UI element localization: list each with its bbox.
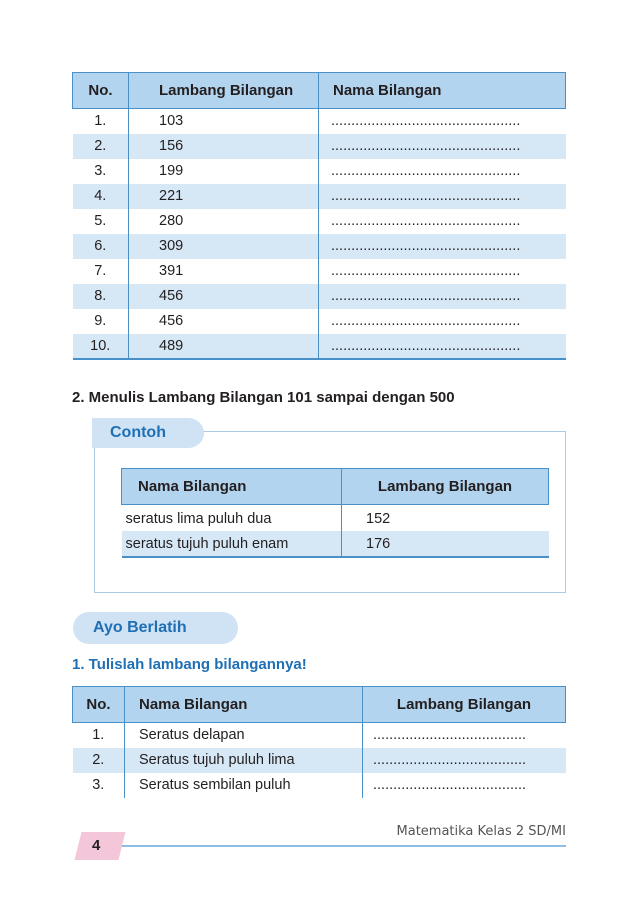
row-nama: Seratus tujuh puluh lima xyxy=(125,748,363,773)
row-no: 3. xyxy=(94,163,107,179)
row-no: 7. xyxy=(94,263,107,279)
task-title: 1. Tulislah lambang bilangannya! xyxy=(72,656,307,673)
row-no: 2. xyxy=(73,134,129,159)
header-nama: Nama Bilangan xyxy=(125,687,363,723)
row-lambang: 221 xyxy=(129,184,319,209)
row-nama-blank: ............................................... xyxy=(319,109,566,134)
row-lambang-blank: ...................................... xyxy=(363,773,566,798)
row-nama-blank: ............................................... xyxy=(319,284,566,309)
table-header-row xyxy=(73,687,566,723)
row-lambang: 456 xyxy=(129,284,319,309)
row-lambang: 152 xyxy=(342,505,549,531)
header-nama: Nama Bilangan xyxy=(319,73,566,109)
table-header-row xyxy=(73,73,566,109)
table-header-row xyxy=(122,469,549,505)
row-nama: seratus tujuh puluh enam xyxy=(122,531,342,557)
footer-divider xyxy=(120,845,566,847)
row-nama-blank: ............................................... xyxy=(319,134,566,159)
table-row xyxy=(73,259,566,284)
row-no: 4. xyxy=(73,184,129,209)
example-label: Contoh xyxy=(92,418,204,448)
row-lambang: 199 xyxy=(129,159,319,184)
table-row xyxy=(122,531,549,557)
row-no: 8. xyxy=(73,284,129,309)
table-row xyxy=(73,184,566,209)
row-lambang: 391 xyxy=(129,259,319,284)
example-table xyxy=(121,468,549,558)
row-lambang: 103 xyxy=(129,109,319,134)
row-lambang: 456 xyxy=(129,309,319,334)
header-lambang: Lambang Bilangan xyxy=(363,687,566,723)
table-row xyxy=(73,234,566,259)
table-row xyxy=(73,748,566,773)
row-no: 10. xyxy=(73,334,129,359)
row-nama-blank: ............................................... xyxy=(319,234,566,259)
row-nama-blank: ............................................... xyxy=(319,184,566,209)
row-nama: seratus lima puluh dua xyxy=(125,510,272,527)
row-no: 1. xyxy=(92,727,105,744)
header-nama: Nama Bilangan xyxy=(122,469,342,505)
table-row xyxy=(73,309,566,334)
section-title: 2. Menulis Lambang Bilangan 101 sampai dengan 500 xyxy=(72,389,455,406)
table-row xyxy=(73,773,566,798)
row-nama-blank: ............................................... xyxy=(319,209,566,234)
row-lambang: 156 xyxy=(129,134,319,159)
row-nama-blank: ............................................... xyxy=(319,159,566,184)
book-title: Matematika Kelas 2 SD/MI xyxy=(396,824,566,839)
row-lambang: 309 xyxy=(129,234,319,259)
row-lambang: 176 xyxy=(342,531,549,557)
row-nama: Seratus delapan xyxy=(125,723,363,748)
row-lambang-blank: ...................................... xyxy=(363,723,566,748)
header-no: No. xyxy=(73,687,125,723)
row-nama-blank: ............................................... xyxy=(319,309,566,334)
row-nama-blank: ............................................... xyxy=(319,259,566,284)
row-no: 2. xyxy=(73,748,125,773)
number-names-table xyxy=(72,72,566,360)
row-no: 9. xyxy=(94,313,107,329)
table-row xyxy=(73,334,566,359)
row-lambang-blank: ...................................... xyxy=(363,748,566,773)
header-lambang: Lambang Bilangan xyxy=(342,469,549,505)
header-lambang: Lambang Bilangan xyxy=(129,73,319,109)
practice-table xyxy=(72,686,566,798)
row-lambang: 489 xyxy=(129,334,319,359)
row-nama: Seratus sembilan puluh xyxy=(125,773,363,798)
row-lambang: 280 xyxy=(129,209,319,234)
table-row xyxy=(73,723,566,748)
row-no: 3. xyxy=(92,777,105,793)
table-row xyxy=(73,159,566,184)
table-row xyxy=(73,134,566,159)
table-row xyxy=(73,109,566,134)
row-no: 1. xyxy=(94,113,107,130)
header-no: No. xyxy=(73,73,129,109)
row-nama-blank: ............................................... xyxy=(319,334,566,359)
practice-label: Ayo Berlatih xyxy=(73,612,238,644)
table-row xyxy=(73,209,566,234)
page-number: 4 xyxy=(92,837,101,854)
table-row xyxy=(73,284,566,309)
row-no: 6. xyxy=(73,234,129,259)
table-row xyxy=(122,505,549,531)
row-no: 5. xyxy=(94,213,107,229)
